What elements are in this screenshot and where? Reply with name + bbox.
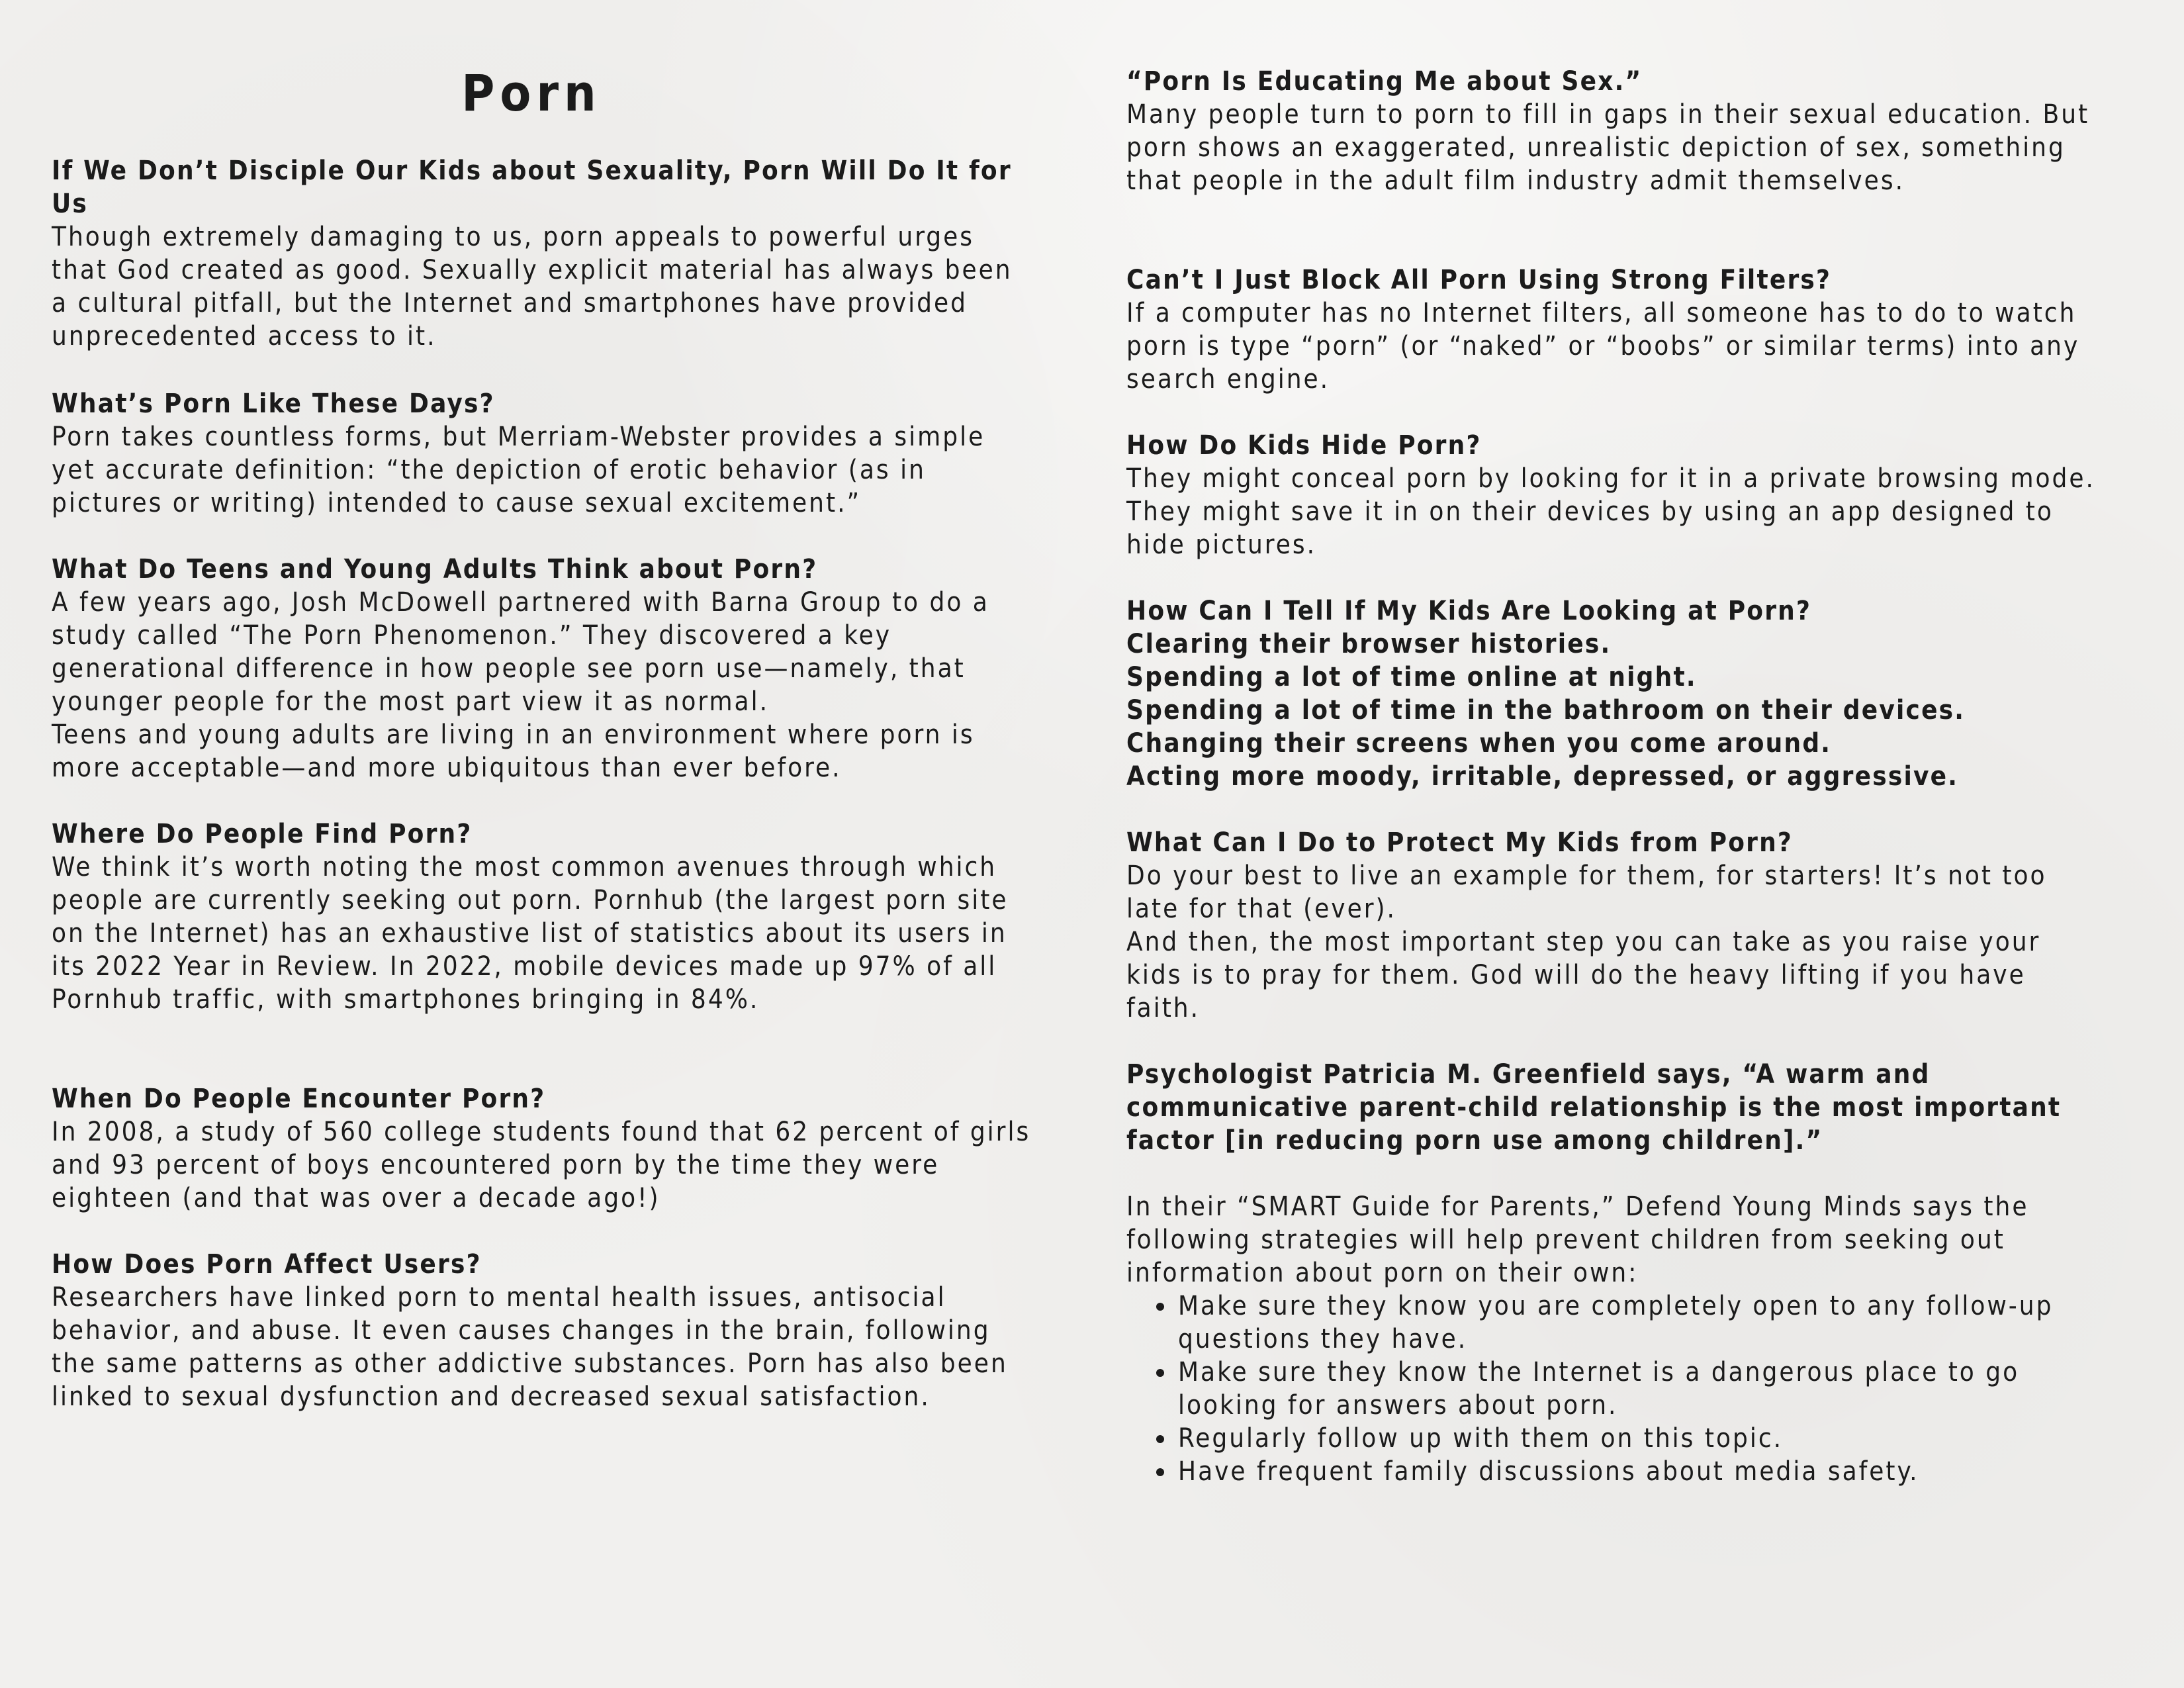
quote-text: Psychologist Patricia M. Greenfield says, “A warm and communicative parent-child relationship is the most important factor [in reducing porn use among children].” (1126, 1059, 2062, 1156)
section-where-find (52, 818, 1031, 1016)
section-heading: What’s Porn Like These Days? (52, 389, 495, 419)
section-educating-me (1126, 65, 2099, 197)
section-smart-guide (1126, 1190, 2099, 1488)
section-teens-think (52, 553, 1031, 784)
list-item: • Have frequent family discussions about media safety. (1177, 1455, 2099, 1488)
section-heading: How Does Porn Affect Users? (52, 1249, 482, 1280)
greenfield-quote (1126, 1058, 2099, 1157)
warning-sign: Clearing their browser histories. (1126, 629, 1612, 659)
section-heading: How Do Kids Hide Porn? (1126, 430, 1482, 461)
section-body: Though extremely damaging to us, porn appeals to powerful urges that God created as good. Sexually explicit material has always been a cultural pitfall, but the Internet and smartphones have provided unprecedented access to it. (52, 222, 1013, 352)
list-item: • Make sure they know the Internet is a dangerous place to go looking for answers about porn. (1177, 1356, 2099, 1422)
warning-sign: Changing their screens when you come around. (1126, 728, 1832, 759)
warning-sign: Acting more moody, irritable, depressed, or aggressive. (1126, 761, 1959, 792)
section-body: Many people turn to porn to fill in gaps in their sexual education. But porn shows an exaggerated, unrealistic depiction of sex, something that people in the adult film industry admit themselves. (1126, 99, 2090, 196)
section-when-encounter (52, 1082, 1031, 1215)
section-heading: “Porn Is Educating Me about Sex.” (1126, 66, 1643, 97)
section-body: A few years ago, Josh McDowell partnered with Barna Group to do a study called “The Porn Phenomenon.” They discovered a key generational difference in how people see porn use—namely, that younger people for the most part view it as normal. (52, 587, 989, 717)
section-body: In 2008, a study of 560 college students found that 62 percent of girls and 93 percent of boys encountered porn by the time they were eighteen (and that was over a decade ago!) (52, 1117, 1031, 1213)
section-body: If a computer has no Internet filters, all someone has to do to watch porn is type “porn” (or “naked” or “boobs” or similar terms) into any search engine. (1126, 298, 2080, 395)
section-body: Do your best to live an example for them, for starters! It’s not too late for that (ever). (1126, 861, 2047, 924)
section-heading: What Do Teens and Young Adults Think about Porn? (52, 554, 818, 585)
section-heading: When Do People Encounter Porn? (52, 1084, 546, 1114)
section-body: They might conceal porn by looking for it in a private browsing mode. They might save it in on their devices by using an app designed to hide pictures. (1126, 463, 2095, 560)
section-body: Researchers have linked porn to mental health issues, antisocial behavior, and abuse. It even causes changes in the brain, following the same patterns as other addictive substances. Porn has also been linked to sexual dysfunction and decreased sexual satisfaction. (52, 1282, 1008, 1412)
section-heading: What Can I Do to Protect My Kids from Porn? (1126, 827, 1793, 858)
section-kids-hide (1126, 429, 2099, 561)
warning-sign: Spending a lot of time online at night. (1126, 662, 1697, 692)
section-heading: If We Don’t Disciple Our Kids about Sexuality, Porn Will Do It for Us (52, 156, 1012, 219)
section-body-continued: Teens and young adults are living in an environment where porn is more acceptable—and more ubiquitous than ever before. (52, 720, 975, 783)
section-intro: In their “SMART Guide for Parents,” Defend Young Minds says the following strategies will help prevent children from seeking out information about porn on their own: (1126, 1192, 2029, 1288)
section-porn-these-days (52, 387, 1031, 520)
warning-sign: Spending a lot of time in the bathroom on their devices. (1126, 695, 1966, 726)
list-item: • Make sure they know you are completely open to any follow-up questions they have. (1177, 1289, 2099, 1356)
section-heading: Where Do People Find Porn? (52, 819, 473, 849)
section-body: We think it’s worth noting the most common avenues through which people are currently seeking out porn. Pornhub (the largest porn site on the Internet) has an exhaustive list of statistics about its users in its 2022 Year in Review. In 2022, mobile devices made up 97% of all Pornhub traffic, with smartphones bringing in 84%. (52, 852, 1009, 1015)
section-body: Porn takes countless forms, but Merriam-Webster provides a simple yet accurate definition: “the depiction of erotic behavior (as in pictures or writing) intended to cause sexual excitement.” (52, 422, 985, 518)
list-item: • Regularly follow up with them on this topic. (1177, 1422, 2099, 1455)
section-affect-users (52, 1248, 1031, 1413)
page-title: Porn (461, 64, 602, 122)
strategy-list (1126, 1289, 2099, 1488)
section-disciple-kids (52, 154, 1031, 353)
section-body-continued: And then, the most important step you can take as you raise your kids is to pray for them. God will do the heavy lifting if you have faith. (1126, 927, 2041, 1023)
section-block-filters (1126, 263, 2099, 396)
section-heading: Can’t I Just Block All Porn Using Strong Filters? (1126, 265, 1832, 295)
section-protect-kids (1126, 826, 2099, 1025)
section-tell-if-looking (1126, 594, 2099, 793)
section-heading: How Can I Tell If My Kids Are Looking at Porn? (1126, 596, 1812, 626)
